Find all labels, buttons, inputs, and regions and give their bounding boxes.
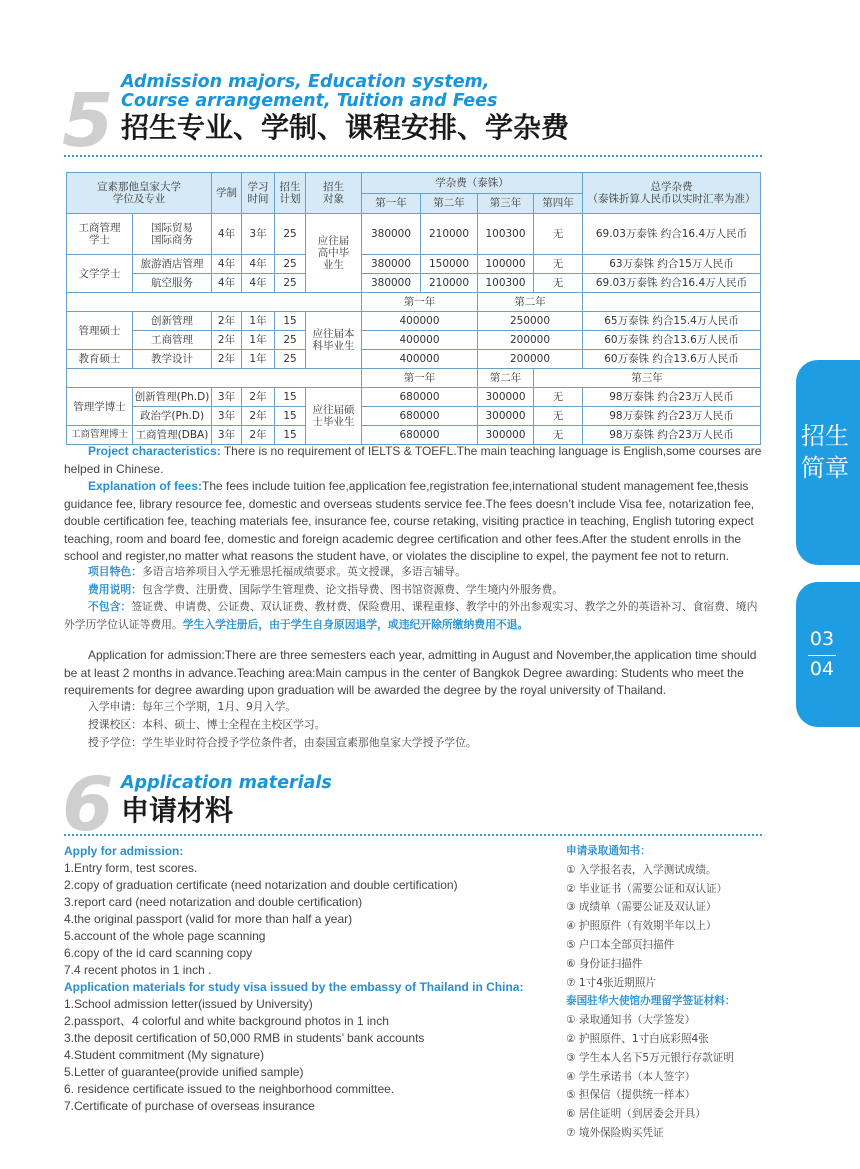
total-cell: 69.03万泰铢 约合16.4万人民币 bbox=[583, 274, 761, 293]
duration-cell: 3年 bbox=[212, 388, 242, 407]
major-cell: 旅游酒店管理 bbox=[133, 255, 212, 274]
list-item: 5.Letter of guarantee(provide unified sample) bbox=[64, 1065, 304, 1079]
plan-cell: 25 bbox=[275, 214, 306, 255]
side-tab-label: 招生简章 bbox=[801, 422, 849, 482]
doctor-target-cell: 应往届硕 士毕业生 bbox=[306, 388, 362, 445]
year1-cell: 400000 bbox=[362, 331, 478, 350]
cn-exclusions bbox=[64, 598, 764, 633]
header-degree: 宣素那他皇家大学 学位及专业 bbox=[67, 173, 212, 214]
header-plan: 招生 计划 bbox=[275, 173, 306, 214]
total-cell: 60万泰铢 约合13.6万人民币 bbox=[583, 331, 761, 350]
year2-cell: 300000 bbox=[478, 388, 534, 407]
section-6-title-cn: 申请材料 bbox=[121, 794, 234, 827]
total-cell: 98万泰铢 约合23万人民币 bbox=[583, 426, 761, 445]
year2-cell: 210000 bbox=[421, 214, 478, 255]
list-item: 6.copy of the id card scanning copy bbox=[64, 946, 253, 960]
year3-cell: 100000 bbox=[478, 255, 534, 274]
cn-project-label: 项目特色： bbox=[88, 565, 142, 578]
year1-cell: 380000 bbox=[362, 274, 421, 293]
total-cell: 65万泰铢 约合15.4万人民币 bbox=[583, 312, 761, 331]
duration-cell: 3年 bbox=[212, 407, 242, 426]
header-year-4: 第四年 bbox=[534, 193, 583, 214]
list-item: ③ 成绩单（需要公证及双认证） bbox=[566, 901, 717, 914]
year4-cell: 无 bbox=[534, 214, 583, 255]
doctor-subheader-spacer bbox=[67, 369, 362, 388]
year1-cell: 380000 bbox=[362, 255, 421, 274]
header-year-2: 第二年 bbox=[421, 193, 478, 214]
degree-cell: 工商管理博士 bbox=[67, 426, 133, 445]
bachelor-target-cell: 应往届 高中毕 业生 bbox=[306, 214, 362, 293]
degree-cell: 教育硕士 bbox=[67, 350, 133, 369]
duration-cell: 4年 bbox=[212, 274, 242, 293]
table-row bbox=[67, 407, 761, 426]
study-cell: 2年 bbox=[242, 426, 275, 445]
duration-cell: 4年 bbox=[212, 255, 242, 274]
total-cell: 60万泰铢 约合13.6万人民币 bbox=[583, 350, 761, 369]
fees-explanation bbox=[64, 478, 764, 566]
visa-materials-heading: Application materials for study visa issued by the embassy of Thailand in China: bbox=[64, 980, 524, 994]
study-cell: 4年 bbox=[242, 274, 275, 293]
plan-cell: 15 bbox=[275, 407, 306, 426]
list-item: 7.4 recent photos in 1 inch . bbox=[64, 963, 212, 977]
total-cell: 98万泰铢 约合23万人民币 bbox=[583, 407, 761, 426]
master-subheader-total-spacer bbox=[583, 293, 761, 312]
cn-apply-list bbox=[566, 842, 736, 1143]
year1-cell: 400000 bbox=[362, 312, 478, 331]
study-cell: 3年 bbox=[242, 214, 275, 255]
doctor-header-year-2: 第二年 bbox=[478, 369, 534, 388]
year1-cell: 380000 bbox=[362, 214, 421, 255]
project-characteristics-text: There is no requirement of IELTS & TOEFL.The main teaching language is English,some courses are helped in Chinese. bbox=[64, 444, 762, 476]
study-cell: 2年 bbox=[242, 388, 275, 407]
plan-cell: 25 bbox=[275, 350, 306, 369]
master-subheader-spacer bbox=[67, 293, 362, 312]
cn-refund-notice: 学生入学注册后，由于学生自身原因退学，或违纪开除所缴纳费用不退。 bbox=[182, 617, 529, 631]
fees-table bbox=[66, 172, 761, 445]
study-cell: 1年 bbox=[242, 312, 275, 331]
degree-cell: 文学学士 bbox=[67, 255, 133, 293]
cn-project-characteristics bbox=[64, 563, 764, 581]
plan-cell: 25 bbox=[275, 331, 306, 350]
duration-cell: 3年 bbox=[212, 426, 242, 445]
list-item: ④ 学生承诺书（本人签字） bbox=[566, 1070, 696, 1083]
section-6-title-en: Application materials bbox=[121, 773, 332, 793]
list-item: 5.account of the whole page scanning bbox=[64, 929, 266, 943]
list-item: ① 录取通知书（大学签发） bbox=[566, 1014, 696, 1027]
doctor-header-year-1: 第一年 bbox=[362, 369, 478, 388]
plan-cell: 25 bbox=[275, 255, 306, 274]
table-row bbox=[67, 331, 761, 350]
table-row bbox=[67, 255, 761, 274]
list-item: 1.Entry form, test scores. bbox=[64, 861, 198, 875]
header-total: 总学杂费 （泰铢折算人民币以实时汇率为准） bbox=[583, 173, 761, 214]
list-item: ③ 学生本人名下5万元银行存款证明 bbox=[566, 1051, 734, 1064]
study-cell: 1年 bbox=[242, 331, 275, 350]
duration-cell: 2年 bbox=[212, 331, 242, 350]
major-cell: 政治学(Ph.D) bbox=[133, 407, 212, 426]
section-number-5: 5 bbox=[62, 78, 114, 164]
list-item: ② 毕业证书（需要公证和双认证） bbox=[566, 882, 728, 895]
year4-cell: 无 bbox=[534, 274, 583, 293]
plan-cell: 25 bbox=[275, 274, 306, 293]
list-item: ① 入学报名表，入学测试成绩。 bbox=[566, 863, 717, 876]
list-item: 1.School admission letter(issued by University) bbox=[64, 997, 313, 1011]
degree-cell: 管理硕士 bbox=[67, 312, 133, 350]
total-cell: 69.03万泰铢 约合16.4万人民币 bbox=[583, 214, 761, 255]
duration-cell: 2年 bbox=[212, 350, 242, 369]
header-duration: 学制 bbox=[212, 173, 242, 214]
major-cell: 创新管理 bbox=[133, 312, 212, 331]
header-study-time: 学习 时间 bbox=[242, 173, 275, 214]
table-row bbox=[67, 312, 761, 331]
year3-cell: 100300 bbox=[478, 274, 534, 293]
year1-cell: 400000 bbox=[362, 350, 478, 369]
year2-cell: 300000 bbox=[478, 407, 534, 426]
list-item: 2.copy of graduation certificate (need notarization and double certification) bbox=[64, 878, 458, 892]
list-item: ⑦ 1寸4张近期照片 bbox=[566, 976, 656, 989]
cn-exclusions-label: 不包含： bbox=[88, 600, 132, 613]
list-item: 4.Student commitment (My signature) bbox=[64, 1048, 265, 1062]
total-cell: 98万泰铢 约合23万人民币 bbox=[583, 388, 761, 407]
list-item: ⑥ 居住证明（到居委会开具） bbox=[566, 1108, 706, 1121]
year2-cell: 300000 bbox=[478, 426, 534, 445]
year3-cell: 100300 bbox=[478, 214, 534, 255]
apply-admission-list bbox=[64, 843, 523, 1115]
major-cell: 航空服务 bbox=[133, 274, 212, 293]
year2-cell: 250000 bbox=[478, 312, 583, 331]
major-cell: 创新管理(Ph.D) bbox=[133, 388, 212, 407]
plan-cell: 15 bbox=[275, 312, 306, 331]
list-item: 3.the deposit certification of 50,000 RMB in students’ bank accounts bbox=[64, 1031, 425, 1045]
study-cell: 1年 bbox=[242, 350, 275, 369]
master-target-cell: 应往届本 科毕业生 bbox=[306, 312, 362, 369]
cn-visa-heading: 泰国驻华大使馆办理留学签证材料： bbox=[566, 995, 736, 1008]
header-tuition: 学杂费（泰铢） bbox=[362, 173, 583, 194]
plan-cell: 15 bbox=[275, 388, 306, 407]
doctor-header-year-3: 第三年 bbox=[534, 369, 761, 388]
master-header-year-1: 第一年 bbox=[362, 293, 478, 312]
cn-fees-label: 费用说明： bbox=[88, 583, 142, 596]
section-5-title-en-line1: Admission majors, Education system, bbox=[121, 72, 490, 92]
study-cell: 2年 bbox=[242, 407, 275, 426]
table-subheader-row bbox=[67, 293, 761, 312]
header-year-3: 第三年 bbox=[478, 193, 534, 214]
cn-exclusions-text: 签证费、申请费、公证费、双认证费、教材费、保险费用、课程重修、教学中的外出参观实习、教学之外的英语补习、食宿费、境内外学历学位认证等费用。 bbox=[64, 600, 758, 631]
project-characteristics bbox=[64, 443, 764, 478]
total-cell: 63万泰铢 约合15万人民币 bbox=[583, 255, 761, 274]
year2-cell: 150000 bbox=[421, 255, 478, 274]
year1-cell: 680000 bbox=[362, 426, 478, 445]
table-row bbox=[67, 350, 761, 369]
fees-explanation-label: Explanation of fees: bbox=[88, 479, 203, 493]
cn-application-3: 授予学位：学生毕业时符合授予学位条件者，由泰国宣素那他皇家大学授予学位。 bbox=[88, 736, 477, 749]
year4-cell: 无 bbox=[534, 255, 583, 274]
section-5-title-cn: 招生专业、学制、课程安排、学杂费 bbox=[121, 111, 570, 144]
table-row bbox=[67, 214, 761, 255]
list-item: ⑦ 境外保险购买凭证 bbox=[566, 1126, 664, 1139]
section-5-title-en-line2: Course arrangement, Tuition and Fees bbox=[121, 91, 498, 111]
list-item: 4.the original passport (valid for more than half a year) bbox=[64, 912, 353, 926]
page-number-bottom: 04 bbox=[809, 658, 835, 680]
cn-application-1: 入学申请：每年三个学期，1月、9月入学。 bbox=[88, 700, 297, 713]
year2-cell: 200000 bbox=[478, 331, 583, 350]
table-row bbox=[67, 388, 761, 407]
study-cell: 4年 bbox=[242, 255, 275, 274]
page-number-divider bbox=[808, 655, 836, 656]
year3-cell: 无 bbox=[534, 426, 583, 445]
page-number-top: 03 bbox=[809, 628, 835, 650]
major-cell: 教学设计 bbox=[133, 350, 212, 369]
cn-apply-heading: 申请录取通知书： bbox=[566, 845, 651, 857]
master-header-year-2: 第二年 bbox=[478, 293, 583, 312]
section-5-divider bbox=[64, 155, 762, 157]
list-item: 3.report card (need notarization and double certification) bbox=[64, 895, 363, 909]
major-cell: 工商管理(DBA) bbox=[133, 426, 212, 445]
duration-cell: 2年 bbox=[212, 312, 242, 331]
major-cell: 国际贸易 国际商务 bbox=[133, 214, 212, 255]
list-item: ④ 护照原件（有效期半年以上） bbox=[566, 920, 717, 933]
table-subheader-row bbox=[67, 369, 761, 388]
plan-cell: 15 bbox=[275, 426, 306, 445]
cn-fees-explanation bbox=[64, 581, 764, 599]
header-target: 招生 对象 bbox=[306, 173, 362, 214]
year2-cell: 200000 bbox=[478, 350, 583, 369]
project-characteristics-label: Project characteristics: bbox=[88, 444, 221, 458]
year2-cell: 210000 bbox=[421, 274, 478, 293]
header-year-1: 第一年 bbox=[362, 193, 421, 214]
section-number-6: 6 bbox=[62, 762, 114, 848]
year1-cell: 680000 bbox=[362, 388, 478, 407]
list-item: 6. residence certificate issued to the neighborhood committee. bbox=[64, 1082, 395, 1096]
year1-cell: 680000 bbox=[362, 407, 478, 426]
application-info: Application for admission:There are three semesters each year, admitting in August and November,the application time should be at least 2 months in advance.Teaching area:Main campus in the center of Bangkok Degree awarding: Students who meet the requirements for degree awarding upon graduation will be awarded the degree by the royal university of Thailand. bbox=[64, 648, 757, 697]
list-item: 2.passport、4 colorful and white background photos in 1 inch bbox=[64, 1014, 389, 1028]
cn-application-2: 授课校区：本科、硕士、博士全程在主校区学习。 bbox=[88, 718, 326, 731]
list-item: ② 护照原件、1寸白底彩照4张 bbox=[566, 1032, 709, 1045]
year3-cell: 无 bbox=[534, 407, 583, 426]
apply-admission-heading: Apply for admission: bbox=[64, 844, 184, 858]
degree-cell: 管理学博士 bbox=[67, 388, 133, 426]
duration-cell: 4年 bbox=[212, 214, 242, 255]
fees-explanation-text: The fees include tuition fee,application fee,registration fee,international student management fee,thesis guidance fee, library resource fee, domestic and overseas students service fee.The fees doesn’t include Visa fee, notarization fee, double certification fee, teaching materials fee, insurance fee, course retaking, visiting practice in teaching, English tutoring expect teaching, room and board fee, domestic and foreign academic degree certification and other fees.After the student enrolls in the school and register,no matter what reasons the student have, or violates the discipline to expel, the payment fee not to return. bbox=[64, 479, 755, 563]
cn-project-text: 多语言培养项目入学无雅思托福成绩要求。英文授课，多语言辅导。 bbox=[141, 565, 466, 578]
degree-cell: 工商管理 学士 bbox=[67, 214, 133, 255]
list-item: ⑤ 户口本全部页扫描件 bbox=[566, 938, 675, 951]
table-row bbox=[67, 274, 761, 293]
cn-fees-text: 包含学费、注册费、国际学生管理费、论文指导费、图书馆资源费、学生境内外服务费。 bbox=[141, 583, 564, 596]
table-row bbox=[67, 426, 761, 445]
list-item: ⑥ 身份证扫描件 bbox=[566, 957, 643, 970]
section-6-divider bbox=[64, 834, 762, 836]
year3-cell: 无 bbox=[534, 388, 583, 407]
list-item: 7.Certificate of purchase of overseas insurance bbox=[64, 1099, 315, 1113]
major-cell: 工商管理 bbox=[133, 331, 212, 350]
list-item: ⑤ 担保信（提供统一样本） bbox=[566, 1089, 696, 1102]
table-header-row bbox=[67, 173, 761, 194]
